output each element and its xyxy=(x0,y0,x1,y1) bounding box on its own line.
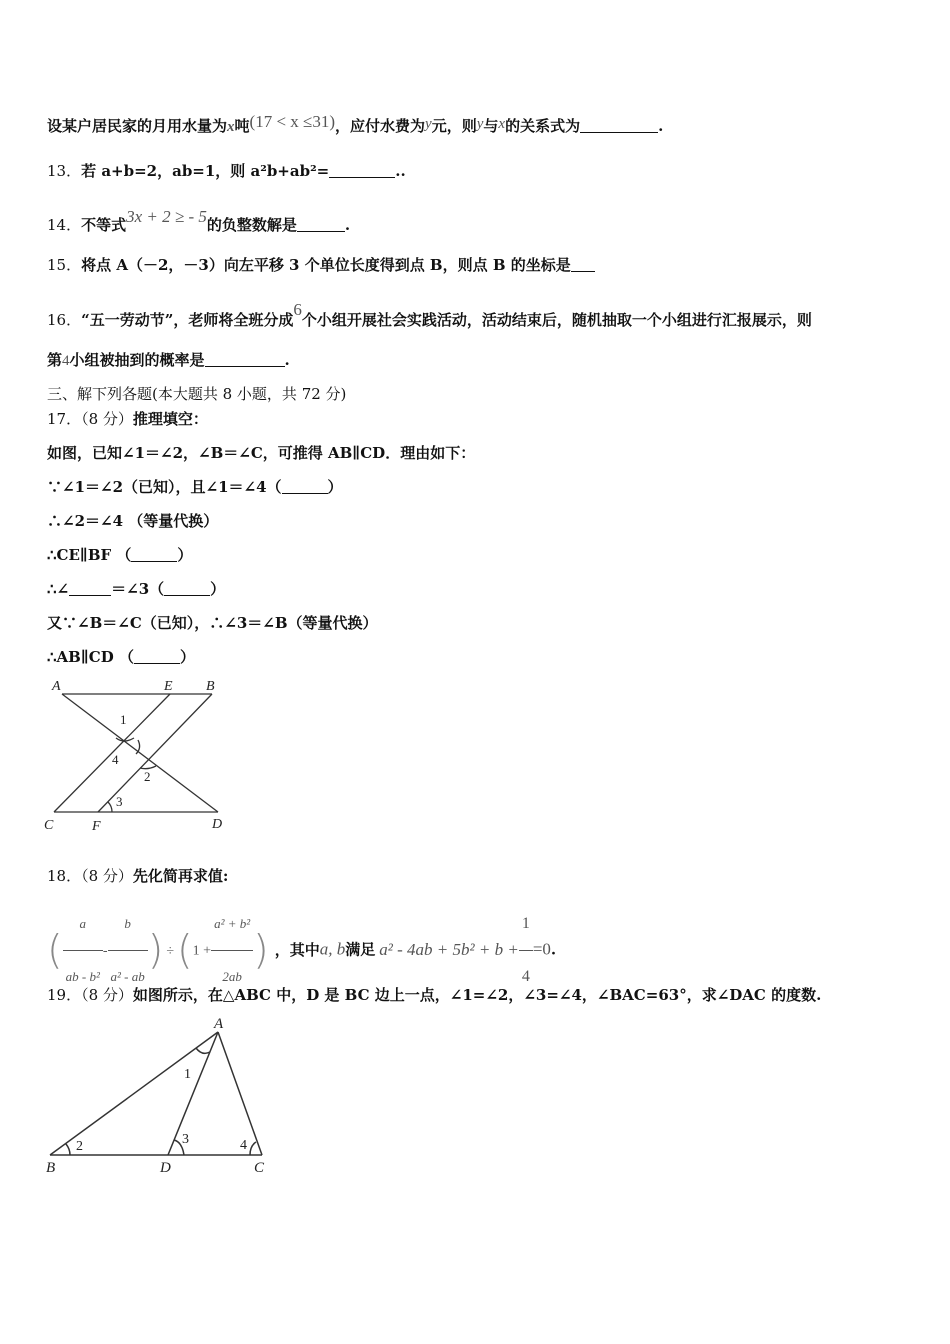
angle-1-arc xyxy=(196,1048,210,1053)
label-angle-2: 2 xyxy=(76,1139,83,1154)
q19-figure xyxy=(40,1012,280,1177)
q12-end: . xyxy=(658,117,664,135)
q17-step3-text: ∴CE∥BF （ xyxy=(47,546,132,564)
q14-answer-blank[interactable] xyxy=(297,217,345,232)
one-plus: 1 + xyxy=(192,943,212,959)
label-A: A xyxy=(52,679,61,694)
q12-dun: 吨 xyxy=(234,117,250,135)
q17-step-6 xyxy=(47,647,195,667)
q17-step2-text: ∴∠2＝∠4 （等量代换） xyxy=(47,512,219,530)
var-y2: y xyxy=(476,116,484,132)
q18-cond-end: =0 xyxy=(532,939,551,959)
q17-step-3 xyxy=(47,545,192,565)
label-angle-1: 1 xyxy=(120,712,127,727)
angle-4-arc xyxy=(250,1142,256,1155)
frac1-num: a xyxy=(79,916,86,931)
label-D: D xyxy=(160,1160,171,1176)
q13-answer-blank[interactable] xyxy=(329,163,395,178)
angle-2-arc xyxy=(66,1144,70,1155)
label-angle-4: 4 xyxy=(112,752,119,767)
q17-intro xyxy=(47,443,475,463)
q15-text: 将点 A（－2，－3）向左平移 3 个单位长度得到点 B，则点 B 的坐标是 xyxy=(81,256,571,274)
label-C: C xyxy=(254,1160,265,1176)
q17-close-1: ） xyxy=(327,478,343,496)
q17-step-5 xyxy=(47,613,378,633)
quarter-den: 4 xyxy=(519,950,533,1003)
q12-yu: 与 xyxy=(483,117,499,135)
q17-header xyxy=(47,409,208,429)
q18-score: （8 分） xyxy=(81,867,133,885)
q13-number: 13． xyxy=(47,162,82,180)
q17-step6-text: ∴AB∥CD （ xyxy=(47,648,134,666)
q12-line xyxy=(47,112,663,137)
q14-end: . xyxy=(344,216,351,234)
q17-blank-1[interactable] xyxy=(282,479,328,494)
angle-3-arc xyxy=(108,802,112,812)
section-heading xyxy=(47,384,346,404)
label-angle-4: 4 xyxy=(240,1138,247,1153)
frac2-den: a² - ab xyxy=(108,950,148,1003)
q18-mid: ，其中 xyxy=(274,940,320,959)
q16-number: 16． xyxy=(47,311,82,329)
label-angle-3: 3 xyxy=(182,1132,189,1147)
q18-end: . xyxy=(550,940,557,959)
label-angle-3: 3 xyxy=(116,794,123,809)
q16-k: 4 xyxy=(62,353,70,369)
q17-close-4: ） xyxy=(210,580,226,598)
q14-pre: 不等式 xyxy=(81,216,127,234)
q17-score: （8 分） xyxy=(81,410,133,428)
q12-pre: 设某户居民家的月用水量为 xyxy=(47,117,228,135)
q17-blank-5[interactable] xyxy=(134,649,180,664)
var-y: y xyxy=(425,116,432,132)
q17-close-2: ） xyxy=(177,546,193,564)
q16-line2-pre: 第 xyxy=(47,351,63,369)
label-E: E xyxy=(164,679,173,694)
q16-end: . xyxy=(284,351,290,369)
q17-step-4 xyxy=(47,579,225,599)
q16-post: 个小组开展社会实践活动，活动结束后，随机抽取一个小组进行汇报展示，则 xyxy=(301,311,812,329)
quarter-num: 1 xyxy=(521,915,530,932)
frac3-num: a² + b² xyxy=(214,916,251,931)
label-angle-1: 1 xyxy=(184,1067,191,1082)
divide-sign: ÷ xyxy=(166,943,175,959)
q16-line2-post: 小组被抽到的概率是 xyxy=(69,351,205,369)
q14-inequality: 3x + 2 ≥ - 5 xyxy=(126,207,207,226)
q12-post: 的关系式为 xyxy=(505,117,581,135)
label-F: F xyxy=(92,819,101,834)
q19-score: （8 分） xyxy=(81,986,133,1004)
q18-condition: a² - 4ab + 5b² + b + xyxy=(379,939,519,959)
q17-figure xyxy=(40,674,240,836)
label-angle-2: 2 xyxy=(144,769,151,784)
q17-step4-mid: ＝∠3（ xyxy=(111,580,165,598)
q16-line2 xyxy=(47,350,290,371)
paren-open: ( xyxy=(47,927,63,974)
var-x: x xyxy=(227,119,235,135)
q19-number: 19． xyxy=(47,986,82,1004)
q17-step-1 xyxy=(47,477,343,497)
q18-title: 先化简再求值: xyxy=(132,867,229,885)
q15-answer-blank[interactable] xyxy=(571,257,595,272)
q19-text: 如图所示，在△ABC 中，D 是 BC 边上一点，∠1=∠2，∠3=∠4，∠BAC=63°，求∠DAC 的度数. xyxy=(132,986,822,1004)
q14-number: 14． xyxy=(47,216,82,234)
q15-line xyxy=(47,255,595,275)
paren-close: ) xyxy=(147,927,164,974)
q17-blank-4[interactable] xyxy=(164,581,210,596)
q17-blank-3[interactable] xyxy=(69,581,111,596)
label-A: A xyxy=(214,1016,224,1032)
q16-answer-blank[interactable] xyxy=(205,352,285,367)
paren-open-2: ( xyxy=(177,927,193,974)
q14-post: 的负整数解是 xyxy=(206,216,297,234)
q17-step-2 xyxy=(47,511,218,531)
q12-yuan: 元，则 xyxy=(431,117,477,135)
q13-line xyxy=(47,161,406,181)
frac3-den: 2ab xyxy=(211,950,253,1003)
q17-intro-text: 如图，已知∠1＝∠2，∠B＝∠C，可推得 AB∥CD．理由如下： xyxy=(47,444,476,462)
q19-header xyxy=(47,985,821,1005)
q17-blank-2[interactable] xyxy=(131,547,177,562)
frac1-den: ab - b² xyxy=(63,950,103,1003)
q13-end: .. xyxy=(395,162,406,180)
minus-sign: - xyxy=(102,943,108,959)
q12-mid: ，应付水费为 xyxy=(335,117,426,135)
label-C: C xyxy=(44,818,54,833)
label-B: B xyxy=(206,679,215,694)
label-D: D xyxy=(212,817,223,832)
q16-pre: “五一劳动节”，老师将全班分成 xyxy=(81,311,294,329)
q17-step1-text: ∵∠1＝∠2（已知），且∠1＝∠4（ xyxy=(47,478,282,496)
q16-groups: 6 xyxy=(293,300,302,319)
q17-title: 推理填空： xyxy=(132,410,208,428)
q13-text: 若 a+b=2，ab=1，则 a²b+ab²= xyxy=(81,162,330,180)
q17-step4-text: ∴∠ xyxy=(47,580,70,598)
var-x2: x xyxy=(498,116,506,132)
q16-line xyxy=(47,300,812,330)
q17-close-6: ） xyxy=(179,648,195,666)
section-title: 三、解下列各题(本大题共 8 小题，共 72 分) xyxy=(47,385,347,403)
q14-line xyxy=(47,207,350,235)
q18-number: 18． xyxy=(47,867,82,885)
q12-answer-blank[interactable] xyxy=(580,118,658,133)
q18-header xyxy=(47,866,228,886)
q15-number: 15． xyxy=(47,256,82,274)
paren-close-2: ) xyxy=(253,927,269,974)
line-AC xyxy=(218,1032,262,1155)
frac2-num: b xyxy=(124,916,131,931)
q17-number: 17． xyxy=(47,410,82,428)
q12-range: (17 < x ≤31) xyxy=(249,112,336,131)
label-B: B xyxy=(46,1160,56,1176)
q18-vars: a, b xyxy=(319,939,346,959)
q18-cond-label: 满足 xyxy=(345,940,376,959)
q17-step5-text: 又∵∠B＝∠C（已知），∴∠3＝∠B（等量代换） xyxy=(47,614,378,632)
